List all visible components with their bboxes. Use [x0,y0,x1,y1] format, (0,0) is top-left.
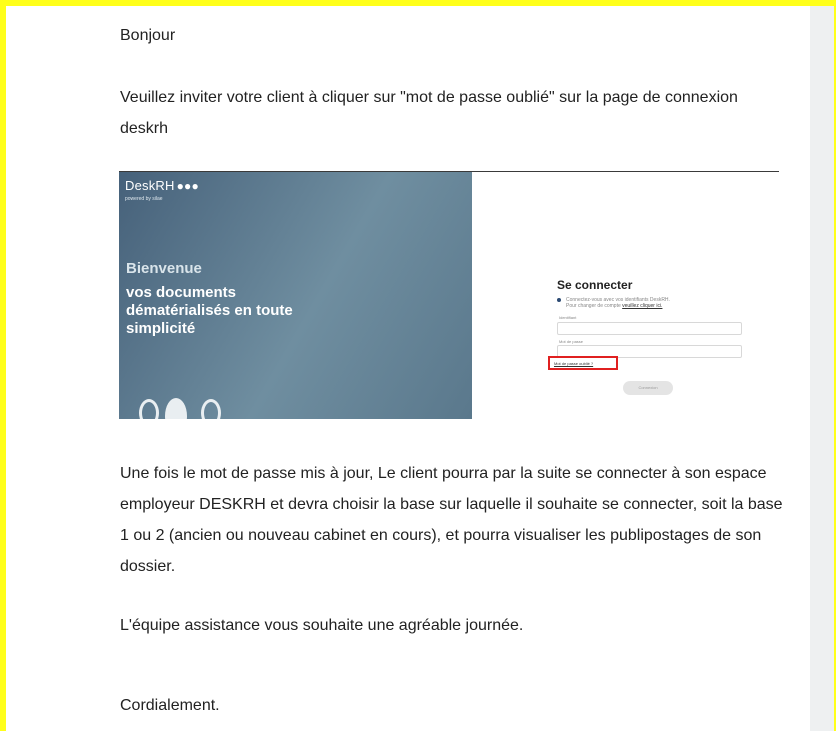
people-icon: ●●● [176,179,199,193]
login-info [557,297,670,309]
info-dot-icon [557,298,561,302]
instruction-paragraph: Veuillez inviter votre client à cliquer sur "mot de passe oublié" sur la page de connexion deskrh [120,89,738,137]
forgot-password-link: Mot de passe oublié ? [554,361,594,366]
deskrh-logo [125,178,199,193]
greeting: Bonjour [120,27,176,44]
hero-tagline: vos documents dématérialisés en toute simplicité [126,284,293,337]
password-label: Mot de passe [559,339,584,344]
logo-text: DeskRH [125,178,175,193]
figure-icon [165,398,187,419]
figure-icon [139,399,159,419]
info-line-2: Pour changer de compte [566,303,621,309]
wishes-paragraph: L'équipe assistance vous souhaite une agréable journée. [120,617,524,634]
info-line-1: Connectez-vous avec vos identifiants DeskRH. [566,297,670,303]
scrollbar-track[interactable] [810,6,834,731]
identifier-input [557,322,742,335]
embedded-screenshot [119,172,779,419]
switch-account-link: veuillez cliquer ici. [622,303,663,309]
login-title: Se connecter [557,278,633,292]
figure-icon [201,399,221,419]
hero-panel [119,172,472,419]
forgot-password-highlight [548,356,618,370]
closing: Cordialement. [120,697,220,714]
hero-welcome: Bienvenue [126,260,202,277]
identifier-label: Identifiant [559,315,577,320]
connect-button: Connexion [623,381,673,395]
logo-subtitle: powered by silae [125,196,163,202]
login-panel [472,172,779,419]
followup-paragraph: Une fois le mot de passe mis à jour, Le client pourra par la suite se connecter à son espace employeur DESKRH et devra choisir la base sur laquelle il souhaite se connecter, soit la base 1 ou 2 (ancien ou nouveau cabinet en cours), et pourra visualiser les publipostages de son dossier. [120,465,783,575]
